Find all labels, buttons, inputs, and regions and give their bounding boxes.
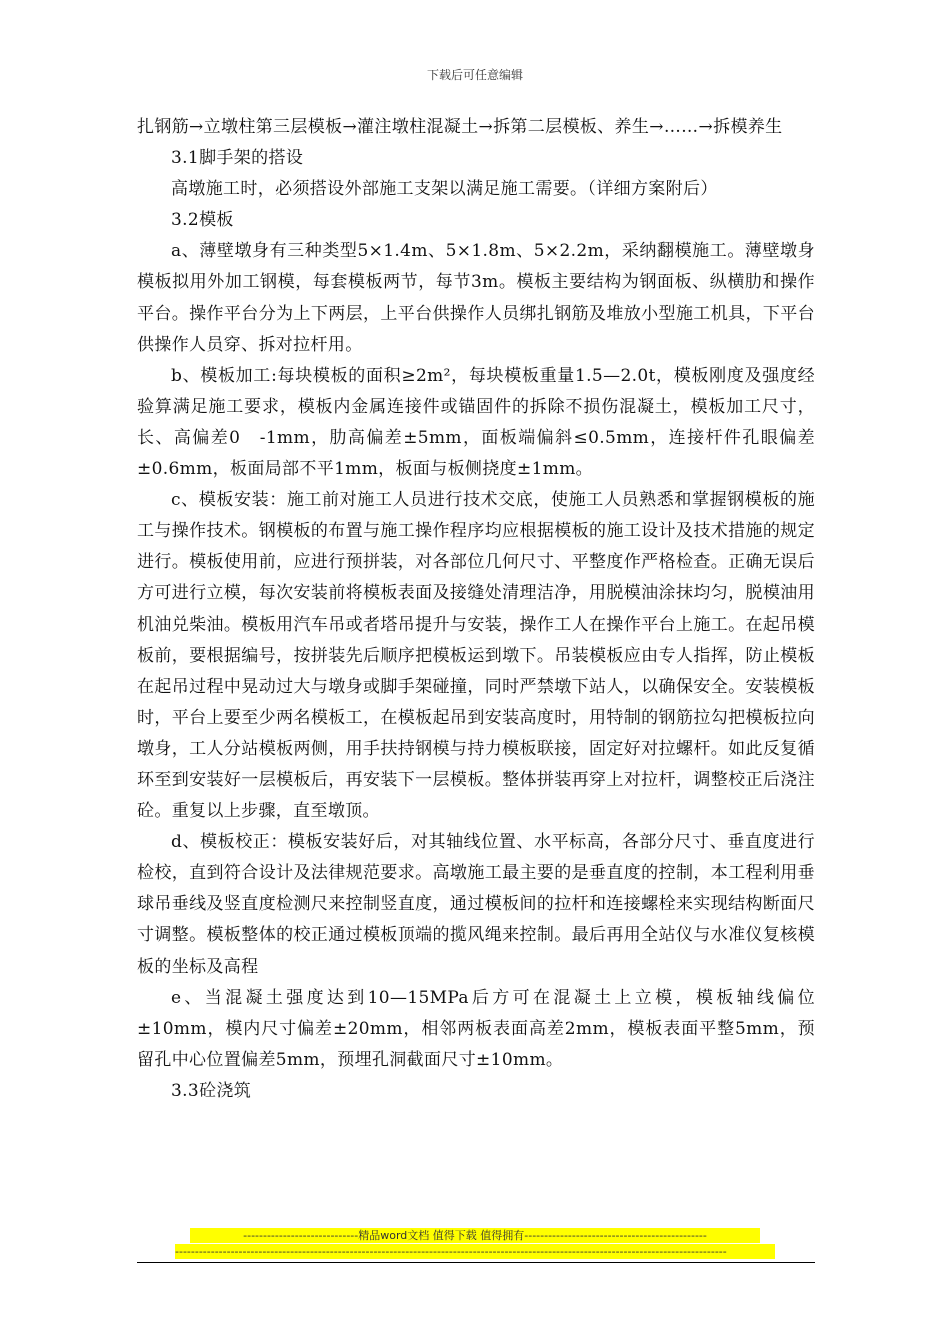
page-header-note: 下载后可任意编辑 — [426, 68, 523, 82]
heading-3-1-scaffolding: 3.1脚手架的搭设 — [171, 148, 304, 169]
paragraph-scaffolding: 高墩施工时，必须搭设外部施工支架以满足施工需要。（详细方案附后） — [171, 179, 718, 200]
paragraph-formwork-d: d、模板校正：模板安装好后，对其轴线位置、水平标高，各部分尺寸、垂直度进行检校，直到符合设计及法律规范要求。高墩施工最主要的是垂直度的控制，本工程利用垂球吊垂线及竖直度检测尺来控制竖直度，通过模板间的拉杆和连接螺栓来实现结构断面尺寸调整。模板整体的校正通过模板顶端的揽风绳来控制。最后再用全站仪与水准仪复核模板的坐标及高程 — [137, 832, 815, 977]
heading-3-3-concrete-pouring: 3.3砼浇筑 — [171, 1080, 252, 1101]
paragraph-formwork-b: b、模板加工:每块模板的面积≥2m²，每块模板重量1.5—2.0t，模板刚度及强度经验算满足施工要求，模板内金属连接件或锚固件的拆除不损伤混凝土，模板加工尺寸，长、高偏差0 -1mm，肋高偏差±5mm，面板端偏斜≤0.5mm，连接杆件孔眼偏差±0.6mm，板面局部不平1mm，板面与板侧挠度±1mm。 — [137, 365, 815, 480]
heading-3-2-formwork: 3.2模板 — [171, 210, 234, 231]
paragraph-formwork-c: c、模板安装：施工前对施工人员进行技术交底，使施工人员熟悉和掌握钢模板的施工与操作技术。钢模板的布置与施工操作程序均应根据模板的施工设计及技术措施的规定进行。模板使用前，应进行预拼装，对各部位几何尺寸、平整度作严格检查。正确无误后方可进行立模，每次安装前将模板表面及接缝处清理洁净，用脱模油涂抹均匀，脱模油用机油兑柴油。模板用汽车吊或者塔吊提升与安装，操作工人在操作平台上施工。在起吊模板前，要根据编号，按拼装先后顺序把模板运到墩下。吊装模板应由专人指挥，防止模板在起吊过程中晃动过大与墩身或脚手架碰撞，同时严禁墩下站人，以确保安全。安装模板时，平台上要至少两名模板工，在模板起吊到安装高度时，用特制的钢筋拉勾把模板拉向墩身，工人分站模板两侧，用手扶持钢模与持力模板联接，固定好对拉螺杆。如此反复循环至到安装好一层模板后，再安装下一层模板。整体拼装再穿上对拉杆，调整校正后浇注砼。重复以上步骤，直至墩顶。 — [137, 490, 815, 822]
footer-banner-line-1: -----------------------------精品word文档 值得下载 值得拥有---------------------------------------------- — [190, 1228, 760, 1243]
footer-banner-line-2: ------------------------------------------------------------------------------------------------------------------------------------------- — [175, 1244, 775, 1259]
paragraph-formwork-e: e、当混凝土强度达到10—15MPa后方可在混凝土上立模，模板轴线偏位±10mm，模内尺寸偏差±20mm，相邻两板表面高差2mm，模板表面平整5mm，预留孔中心位置偏差5mm，预埋孔洞截面尺寸±10mm。 — [137, 987, 815, 1070]
footer-divider — [137, 1262, 815, 1263]
paragraph-process-flow: 扎钢筋→立墩柱第三层模板→灌注墩柱混凝土→拆第二层模板、养生→……→拆模养生 — [137, 117, 783, 137]
paragraph-formwork-a: a、薄壁墩身有三种类型5×1.4m、5×1.8m、5×2.2m，采纳翻模施工。薄壁墩身模板拟用外加工钢模，每套模板两节，每节3m。模板主要结构为钢面板、纵横肋和操作平台。操作平台分为上下两层，上平台供操作人员绑扎钢筋及堆放小型施工机具，下平台供操作人员穿、拆对拉杆用。 — [137, 241, 815, 355]
document-body — [137, 112, 815, 1107]
